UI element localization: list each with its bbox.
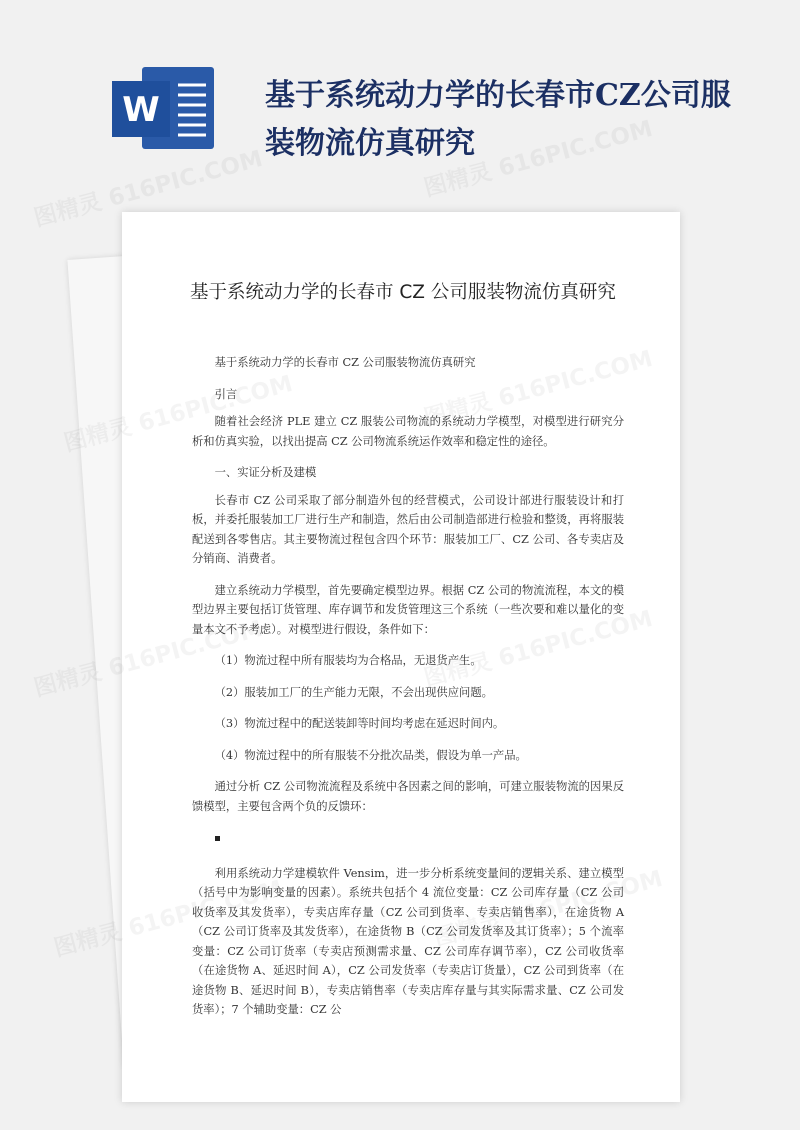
body-paragraph: 长春市 CZ 公司采取了部分制造外包的经营模式，公司设计部进行服装设计和打板，并委托服装加工厂进行生产和制造，然后由公司制造部进行检验和整烫，再将服装配送到各零售店。其主要物流过程包含四个环节：服装加工厂、CZ 公司、各专卖店及分销商、消费者。 bbox=[192, 493, 624, 565]
assumption-item: （3）物流过程中的配送装卸等时间均考虑在延迟时间内。 bbox=[214, 717, 505, 730]
assumption-item: （1）物流过程中所有服装均为合格品，无退货产生。 bbox=[214, 654, 482, 667]
body-paragraph: 随着社会经济 PLE 建立 CZ 服装公司物流的系统动力学模型，对模型进行研究分析和仿真实验，以找出提高 CZ 公司物流系统运作效率和稳定性的途径。 bbox=[192, 415, 624, 448]
body-paragraph: 建立系统动力学模型，首先要确定模型边界。根据 CZ 公司的物流流程，本文的模型边界主要包括订货管理、库存调节和发货管理这三个系统（一些次要和难以量化的变量本文不予考虑）。对模型进行假设，条件如下： bbox=[192, 583, 624, 636]
document-title: 基于系统动力学的长春市 CZ 公司服装物流仿真研究 bbox=[190, 282, 616, 303]
word-icon-letter: W bbox=[122, 90, 160, 130]
bullet-icon bbox=[215, 836, 220, 841]
section-heading-intro: 引言 bbox=[214, 387, 238, 401]
body-paragraph: 利用系统动力学建模软件 Vensim，进一步分析系统变量间的逻辑关系、建立模型（括号中为影响变量的因素）。系统共包括个 4 流位变量：CZ 公司库存量（CZ 公司收货率及其发货率），专卖店库存量（CZ 公司到货率、专卖店销售率），在途货物 A（CZ 公司订货率及其发货率），在途货物 B（CZ 公司发货率及其订货率）；5 个流率变量：CZ 公司订货率（专卖店预测需求量、CZ 公司库存调节率），CZ 公司收货率（在途货物 A、延迟时间 A），CZ 公司发货率（专卖店订货量），CZ 公司到货率（在途货物 B、延迟时间 B），专卖店销售率（专卖店库存量与其实际需求量、CZ 公司发货率）；7 个辅助变量：CZ 公 bbox=[192, 866, 624, 1016]
bullet-line bbox=[192, 828, 624, 848]
word-icon bbox=[110, 63, 230, 153]
document-body bbox=[192, 353, 624, 1032]
body-paragraph: 通过分析 CZ 公司物流流程及系统中各因素之间的影响，可建立服装物流的因果反馈模型，主要包含两个负的反馈环： bbox=[192, 780, 624, 813]
subtitle-paragraph: 基于系统动力学的长春市 CZ 公司服装物流仿真研究 bbox=[214, 356, 476, 369]
header-title: 基于系统动力学的长春市CZ公司服装物流仿真研究 bbox=[265, 78, 731, 161]
assumption-item: （2）服装加工厂的生产能力无限，不会出现供应问题。 bbox=[214, 685, 493, 699]
assumption-item: （4）物流过程中的所有服装不分批次品类，假设为单一产品。 bbox=[214, 748, 527, 762]
section-heading: 一、实证分析及建模 bbox=[214, 466, 317, 479]
document-page bbox=[122, 212, 680, 1102]
